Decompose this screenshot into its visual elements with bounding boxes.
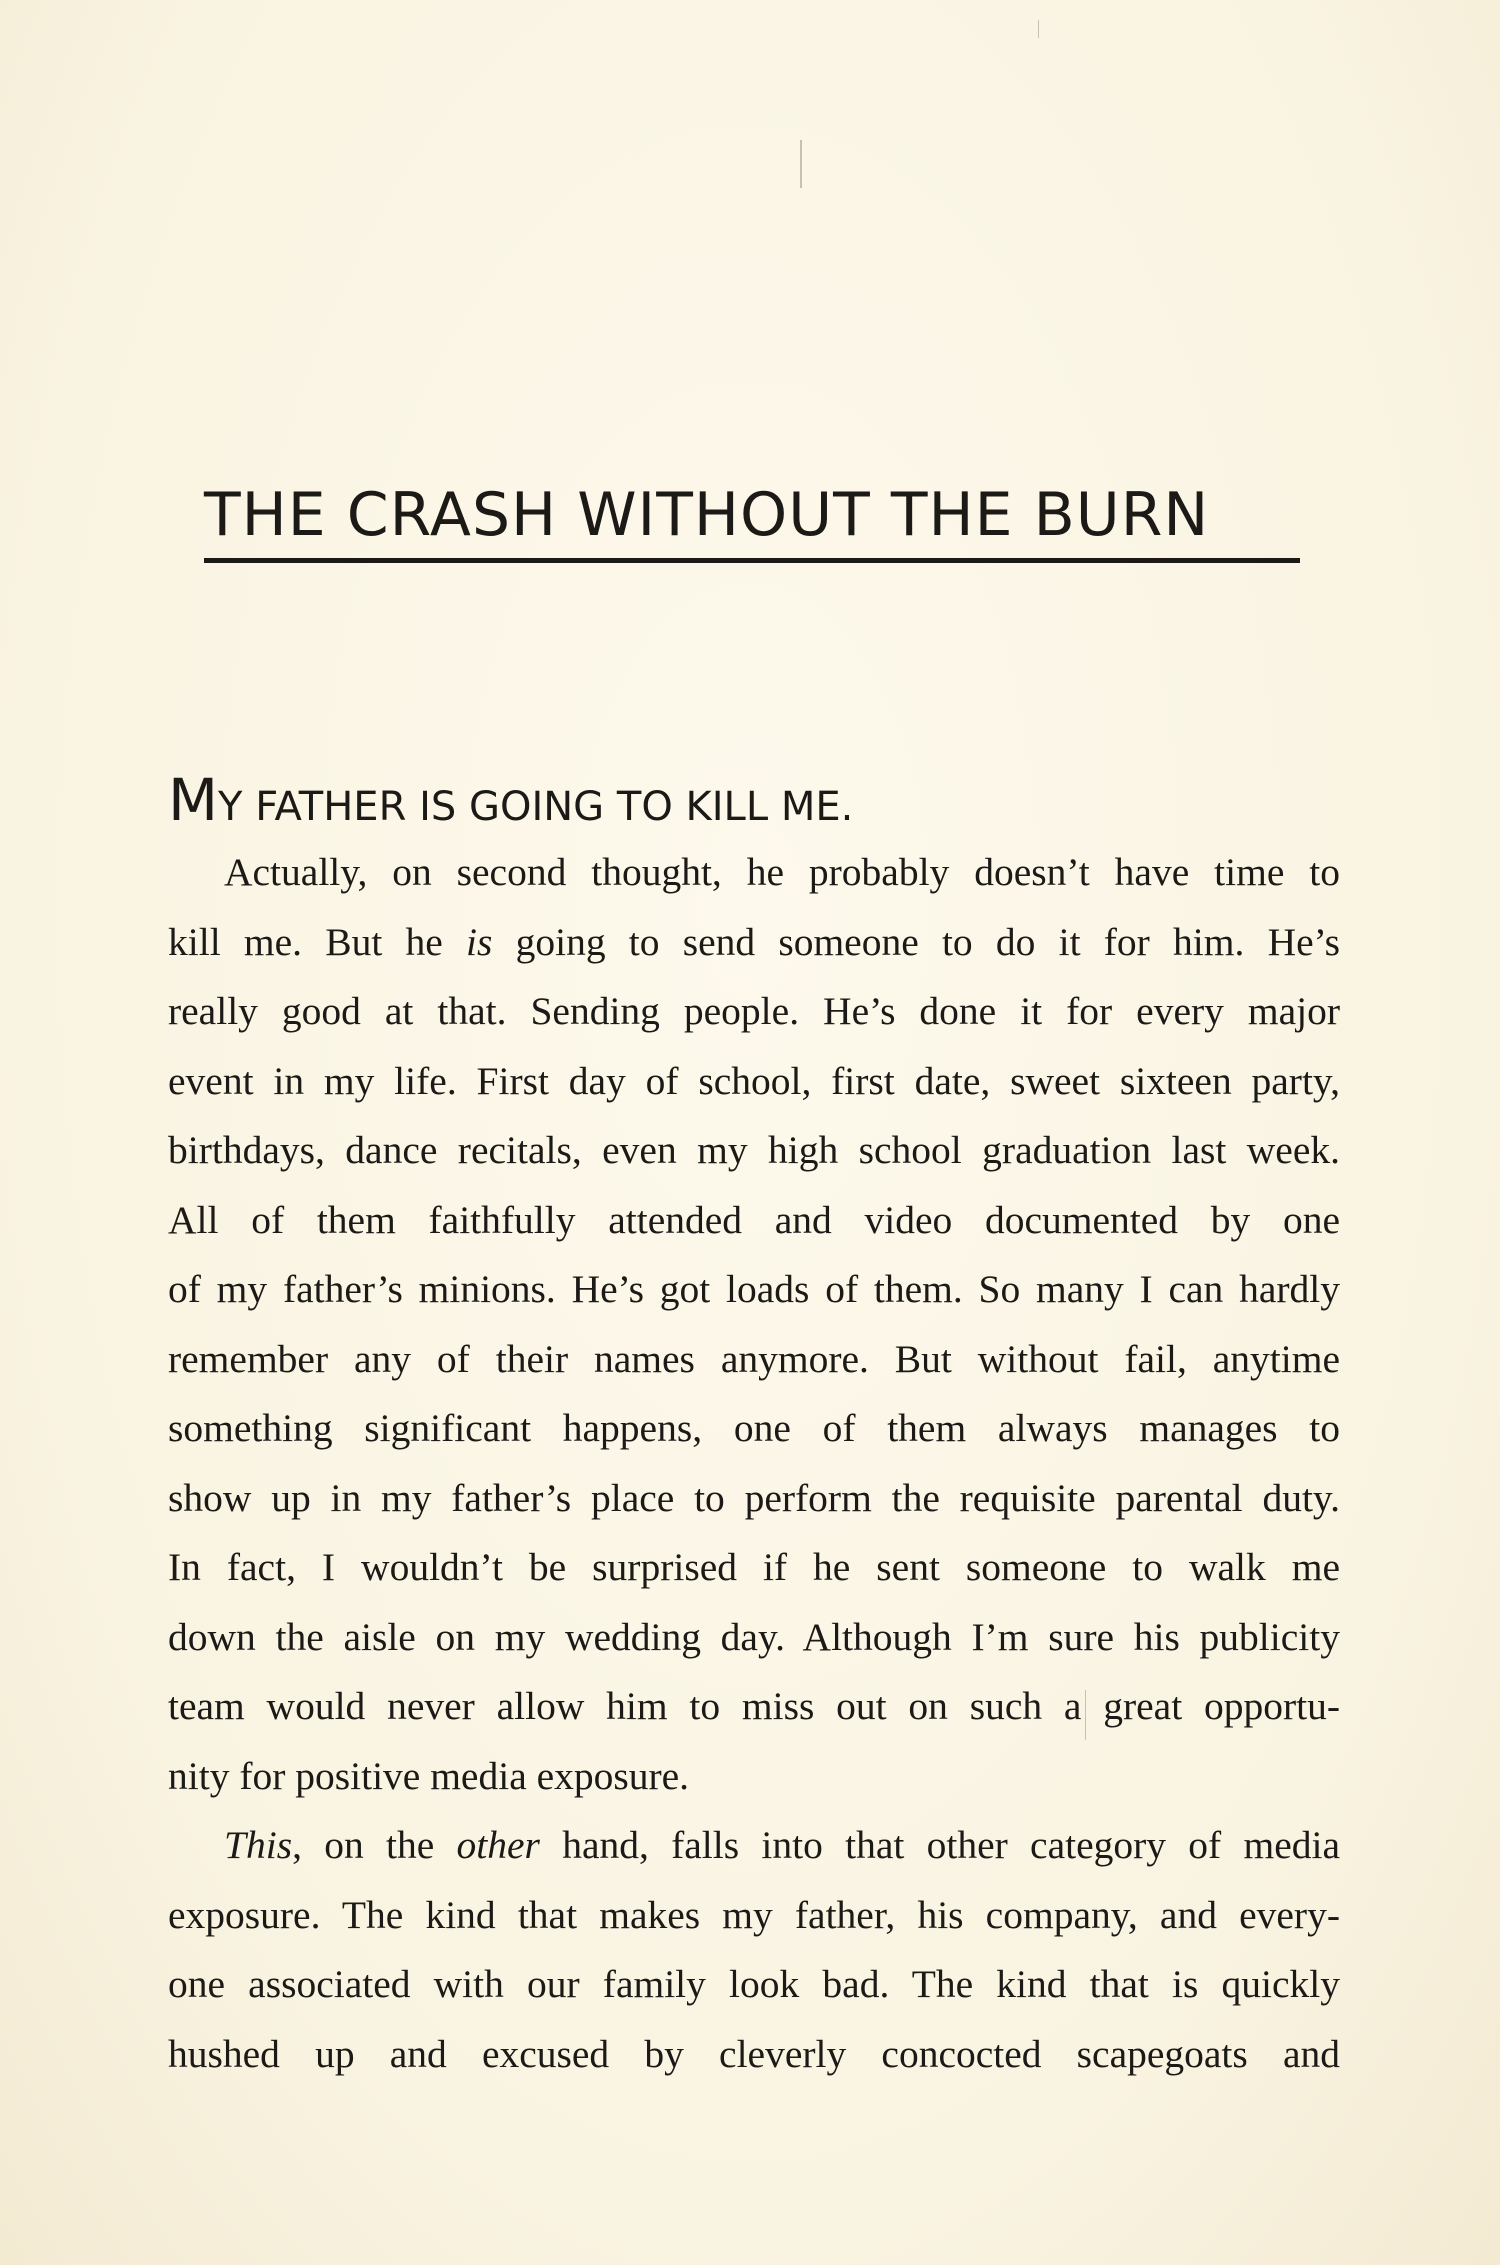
emphasis: This: [224, 1823, 293, 1867]
body-text: [168, 838, 1340, 2089]
text-line: event in my life. First day of school, first date, sweet sixteen party,: [168, 1058, 1340, 1103]
text-line: remember any of their names anymore. But without fail, anytime: [168, 1336, 1340, 1381]
text-line: All of them faithfully attended and video documented by one: [168, 1197, 1340, 1242]
drop-cap: M: [168, 766, 219, 834]
text-line: nity for positive media exposure.: [168, 1753, 690, 1798]
text-line: exposure. The kind that makes my father, his company, and every-: [168, 1892, 1340, 1937]
text-line: kill me. But he is going to send someone to do it for him. He’s: [168, 919, 1340, 964]
emphasis: is: [466, 919, 493, 964]
text-line: really good at that. Sending people. He’s done it for every major: [168, 989, 1340, 1033]
opening-line: [168, 766, 1340, 834]
text-line: down the aisle on my wedding day. Although I’m sure his publicity: [168, 1614, 1340, 1659]
scan-mark: [1038, 20, 1039, 38]
title-underline: [204, 558, 1300, 563]
emphasis: other: [456, 1823, 540, 1867]
text-line: hushed up and excused by cleverly concocted scapegoats and: [168, 2031, 1340, 2076]
text-line: of my father’s minions. He’s got loads of them. So many I can hardly: [168, 1267, 1340, 1311]
text-line: This, on the other hand, falls into that other category of media: [224, 1823, 1340, 1867]
text-line: team would never allow him to miss out on such a great opportu-: [168, 1684, 1340, 1728]
text-line: one associated with our family look bad. The kind that is quickly: [168, 1962, 1340, 2006]
chapter-title: THE CRASH WITHOUT THE BURN: [204, 480, 1210, 550]
text-line: Actually, on second thought, he probably doesn’t have time to: [224, 850, 1340, 894]
opening-line-text: Y FATHER IS GOING TO KILL ME.: [218, 784, 854, 830]
text-line: In fact, I wouldn’t be surprised if he sent someone to walk me: [168, 1545, 1340, 1589]
text-line: birthdays, dance recitals, even my high school graduation last week.: [168, 1128, 1340, 1172]
text-line: something significant happens, one of them always manages to: [168, 1406, 1340, 1450]
scan-mark: [800, 140, 802, 188]
text-line: show up in my father’s place to perform the requisite parental duty.: [168, 1475, 1340, 1520]
